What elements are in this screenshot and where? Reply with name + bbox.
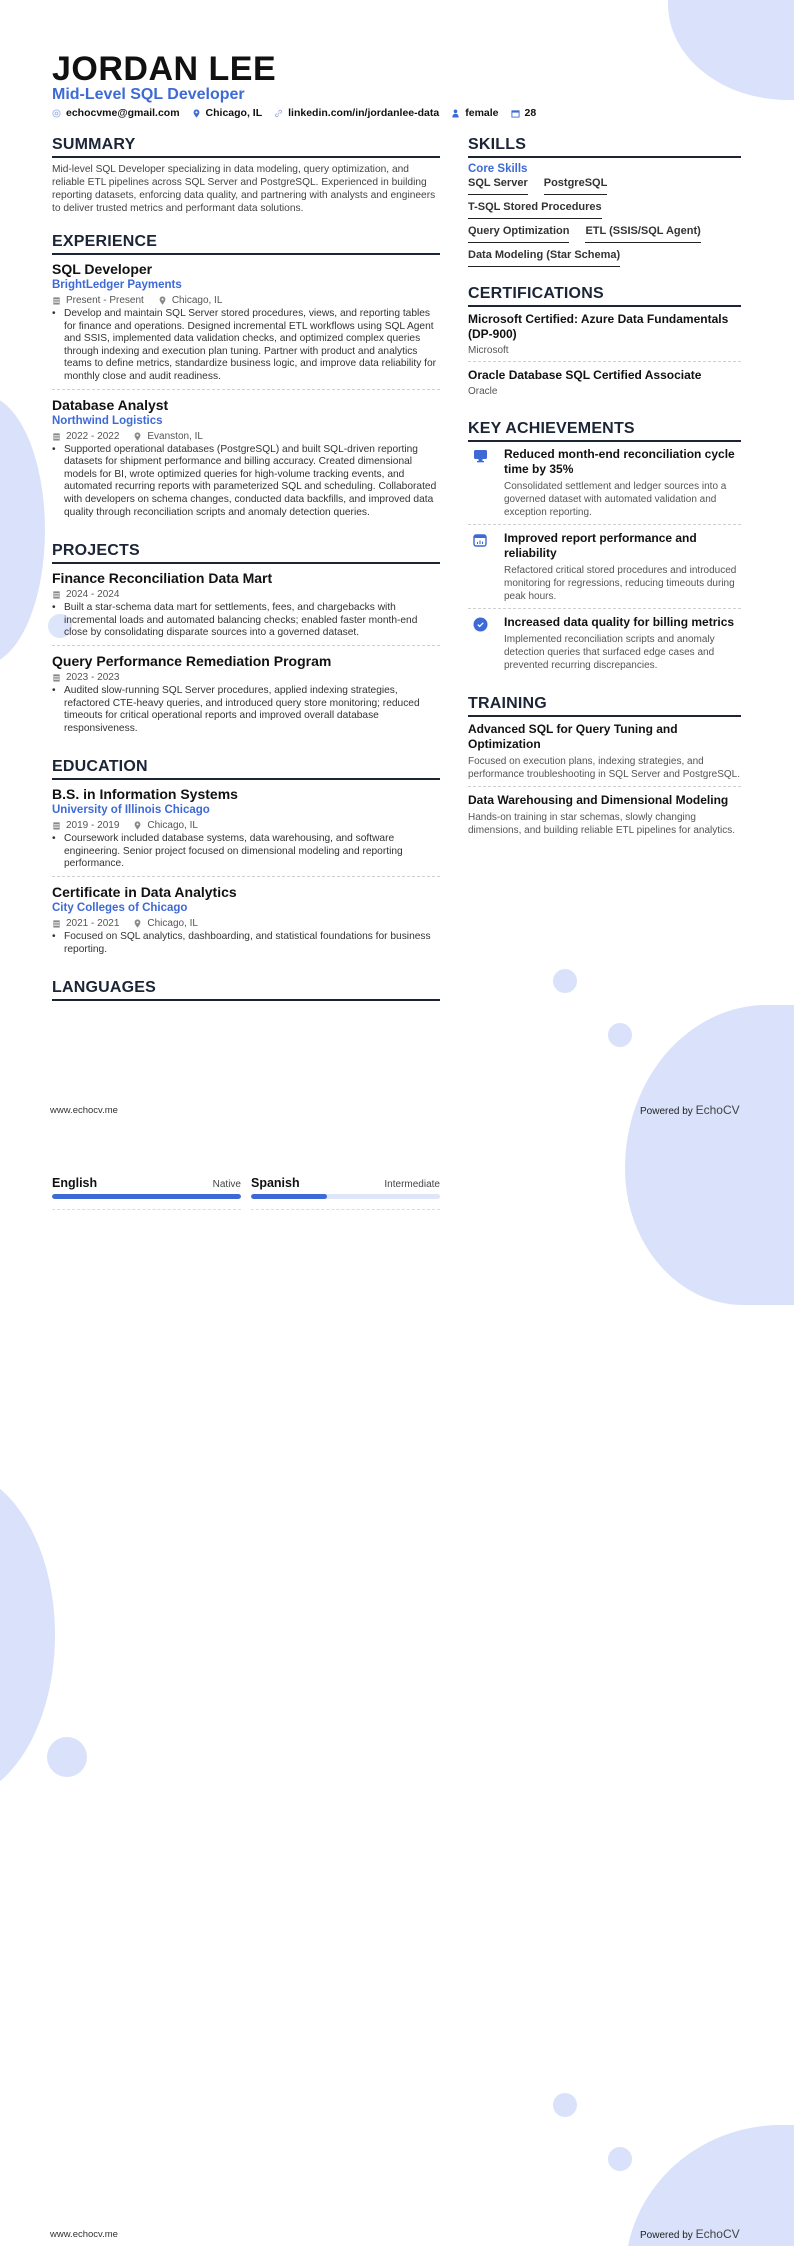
school-name: University of Illinois Chicago [52, 804, 210, 817]
education-meta: 2021 - 2021 Chicago, IL [52, 917, 440, 930]
experience-section [52, 233, 440, 524]
job-bullet: • Develop and maintain SQL Server stored procedures, views, and reporting tables for finance and operations. Designed incremental ETL workflows using SQL Agent and SSIS, implemented data validation checks, and optimized complex queries through indexing and execution plan tuning. Partner with product and analytics teams to define metrics, standardize business logic, and improve data reliability for monthly close and audit readiness. [52, 308, 437, 382]
degree-title: B.S. in Information Systems [52, 786, 238, 803]
calendar-icon [52, 432, 61, 441]
contact-bar [52, 107, 536, 119]
project-title: Query Performance Remediation Program [52, 652, 332, 669]
achievement-desc: Refactored critical stored procedures and introduced monitoring for regressions, reducing timeouts during peak hours. [504, 565, 737, 602]
certification-item [468, 368, 741, 402]
language-level: Native [212, 1179, 241, 1190]
degree-title: Certificate in Data Analytics [52, 884, 237, 901]
summary-section [52, 136, 440, 215]
section-title-projects: PROJECTS [52, 542, 440, 564]
location-pin-icon [133, 919, 142, 928]
certification-name: Microsoft Certified: Azure Data Fundamentals (DP-900) [468, 312, 729, 341]
project-meta: 2023 - 2023 [52, 671, 440, 684]
experience-item [52, 396, 440, 525]
certification-issuer: Microsoft [468, 345, 509, 356]
decor-dot-3 [47, 1737, 87, 1777]
user-icon [451, 109, 460, 118]
job-title: Database Analyst [52, 396, 169, 413]
skill-tag: SQL Server [468, 177, 528, 195]
education-meta: 2019 - 2019 Chicago, IL [52, 819, 440, 832]
section-title-summary: SUMMARY [52, 136, 440, 158]
calendar-icon [52, 919, 61, 928]
section-title-languages: LANGUAGES [52, 979, 440, 1001]
skill-tag: PostgreSQL [544, 177, 608, 195]
skill-category: Core Skills [468, 163, 528, 175]
calendar-icon [52, 821, 61, 830]
achievement-desc: Consolidated settlement and ledger sources into a governed dataset with automated validation and exception reporting. [504, 481, 727, 518]
project-item [52, 652, 440, 740]
job-title: SQL Developer [52, 261, 153, 277]
footer-powered-by-page2[interactable]: Powered by EchoCV [640, 2227, 740, 2241]
skill-tag: ETL (SSIS/SQL Agent) [585, 225, 700, 243]
calendar-icon [52, 590, 61, 599]
decor-dot-5 [608, 2147, 632, 2171]
skill-tag: T-SQL Stored Procedures [468, 201, 602, 219]
section-title-skills: SKILLS [468, 136, 741, 158]
calendar-chart-icon [473, 533, 487, 603]
project-bullet: • Built a star-schema data mart for settlements, fees, and chargebacks with incremental loads and automated balancing checks; enabled faster month-end close by consolidating disparate sources into a governed dataset. [52, 602, 418, 639]
skill-tag: Data Modeling (Star Schema) [468, 249, 620, 267]
contact-age: 28 [511, 107, 537, 119]
training-title: Data Warehousing and Dimensional Modeling [468, 793, 729, 807]
experience-item [52, 260, 440, 390]
training-section [468, 695, 741, 842]
language-name: English [52, 1176, 98, 1190]
training-item [468, 722, 741, 787]
language-item [251, 1176, 440, 1210]
education-item [52, 785, 440, 877]
languages-section-heading [52, 979, 440, 1001]
job-meta: Present - Present Chicago, IL [52, 294, 440, 307]
education-bullet: • Focused on SQL analytics, dashboarding, and statistical foundations for business reporting. [52, 931, 431, 955]
calendar-icon [511, 109, 520, 118]
education-item [52, 883, 440, 961]
contact-email[interactable]: echocvme@gmail.com [52, 107, 180, 119]
contact-location: Chicago, IL [192, 107, 263, 119]
candidate-role: Mid-Level SQL Developer [52, 86, 245, 103]
summary-text: Mid-level SQL Developer specializing in data modeling, query optimization, and reliable ETL pipelines across SQL Server and PostgreSQL. Experienced in building reporting datasets, enforcing data quality, and partnering with analysts and engineers to deliver trusted metrics and performant data solutions. [52, 164, 436, 214]
section-title-achievements: KEY ACHIEVEMENTS [468, 420, 741, 442]
company-name: Northwind Logistics [52, 414, 163, 427]
certification-item [468, 312, 741, 362]
languages-list [52, 1176, 440, 1210]
right-column [468, 136, 741, 860]
training-desc: Hands-on training in star schemas, slowly changing dimensions, and building reliable ETL pipelines for analytics. [468, 812, 736, 836]
location-pin-icon [192, 109, 201, 118]
achievement-title: Increased data quality for billing metrics [504, 615, 735, 629]
decor-dot-4 [553, 2093, 577, 2117]
location-pin-icon [133, 821, 142, 830]
language-proficiency-bar [52, 1194, 241, 1199]
certification-name: Oracle Database SQL Certified Associate [468, 368, 702, 382]
project-meta: 2024 - 2024 [52, 588, 440, 601]
location-pin-icon [158, 296, 167, 305]
section-title-education: EDUCATION [52, 758, 440, 780]
projects-section [52, 542, 440, 740]
project-title: Finance Reconciliation Data Mart [52, 570, 273, 587]
footer-website[interactable]: www.echocv.me [50, 1105, 118, 1116]
education-bullet: • Coursework included database systems, data warehousing, and software engineering. Senior project focused on dimensional modeling and reporting performance. [52, 833, 403, 870]
language-name: Spanish [251, 1176, 300, 1190]
training-title: Advanced SQL for Query Tuning and Optimization [468, 722, 678, 751]
section-title-certifications: CERTIFICATIONS [468, 285, 741, 307]
certification-issuer: Oracle [468, 386, 498, 397]
job-bullet: • Supported operational databases (PostgreSQL) and built SQL-driven reporting datasets for shipment performance and billing accuracy. Created dimensional models for BI, wrote optimized queries for high-volume tracking events, and automated recurring reports with parameterized SQL and scheduling. Collaborated with developers on schema changes, conducted data backfills, and improved data quality through reconciliation scripts and anomaly detection queries. [52, 443, 437, 518]
language-proficiency-bar [251, 1194, 440, 1199]
education-section [52, 758, 440, 961]
achievement-item [468, 615, 741, 677]
achievement-title: Reduced month-end reconciliation cycle time by 35% [504, 447, 735, 476]
training-desc: Focused on execution plans, indexing strategies, and performance troubleshooting in SQL Server and PostgreSQL. [468, 756, 741, 780]
calendar-icon [52, 296, 61, 305]
section-title-training: TRAINING [468, 695, 741, 717]
project-item [52, 569, 440, 646]
check-circle-icon [473, 617, 488, 672]
footer-powered-by[interactable]: Powered by EchoCV [640, 1103, 740, 1117]
language-item [52, 1176, 241, 1210]
achievement-item [468, 531, 741, 609]
candidate-name: JORDAN LEE [52, 50, 277, 88]
at-icon [52, 109, 61, 118]
skills-list [468, 177, 741, 267]
decor-blob-left-lower [0, 1470, 55, 1800]
certifications-section [468, 285, 741, 402]
job-meta: 2022 - 2022 Evanston, IL [52, 430, 440, 443]
skill-tag: Query Optimization [468, 225, 569, 243]
monitor-icon [473, 449, 488, 519]
achievement-desc: Implemented reconciliation scripts and anomaly detection queries that surfaced edge cases and prevented recurring discrepancies. [504, 634, 715, 671]
achievement-item [468, 447, 741, 525]
calendar-icon [52, 673, 61, 682]
achievement-title: Improved report performance and reliability [504, 531, 697, 560]
location-pin-icon [133, 432, 142, 441]
language-level: Intermediate [384, 1179, 440, 1190]
training-item [468, 793, 741, 842]
company-name: BrightLedger Payments [52, 279, 182, 291]
link-icon [274, 109, 283, 118]
project-bullet: • Audited slow-running SQL Server procedures, applied indexing strategies, refactored CTE-heavy queries, and introduced query store monitoring; reduced timeouts for critical operational reports and improved overall database responsiveness. [52, 684, 420, 734]
school-name: City Colleges of Chicago [52, 902, 188, 915]
skills-section [468, 136, 741, 267]
footer-website-page2[interactable]: www.echocv.me [50, 2229, 118, 2240]
achievements-section [468, 420, 741, 677]
left-column [52, 136, 440, 1019]
section-title-experience: EXPERIENCE [52, 233, 440, 255]
contact-linkedin[interactable]: linkedin.com/in/jordanlee-data [274, 107, 439, 119]
contact-gender: female [451, 107, 498, 119]
